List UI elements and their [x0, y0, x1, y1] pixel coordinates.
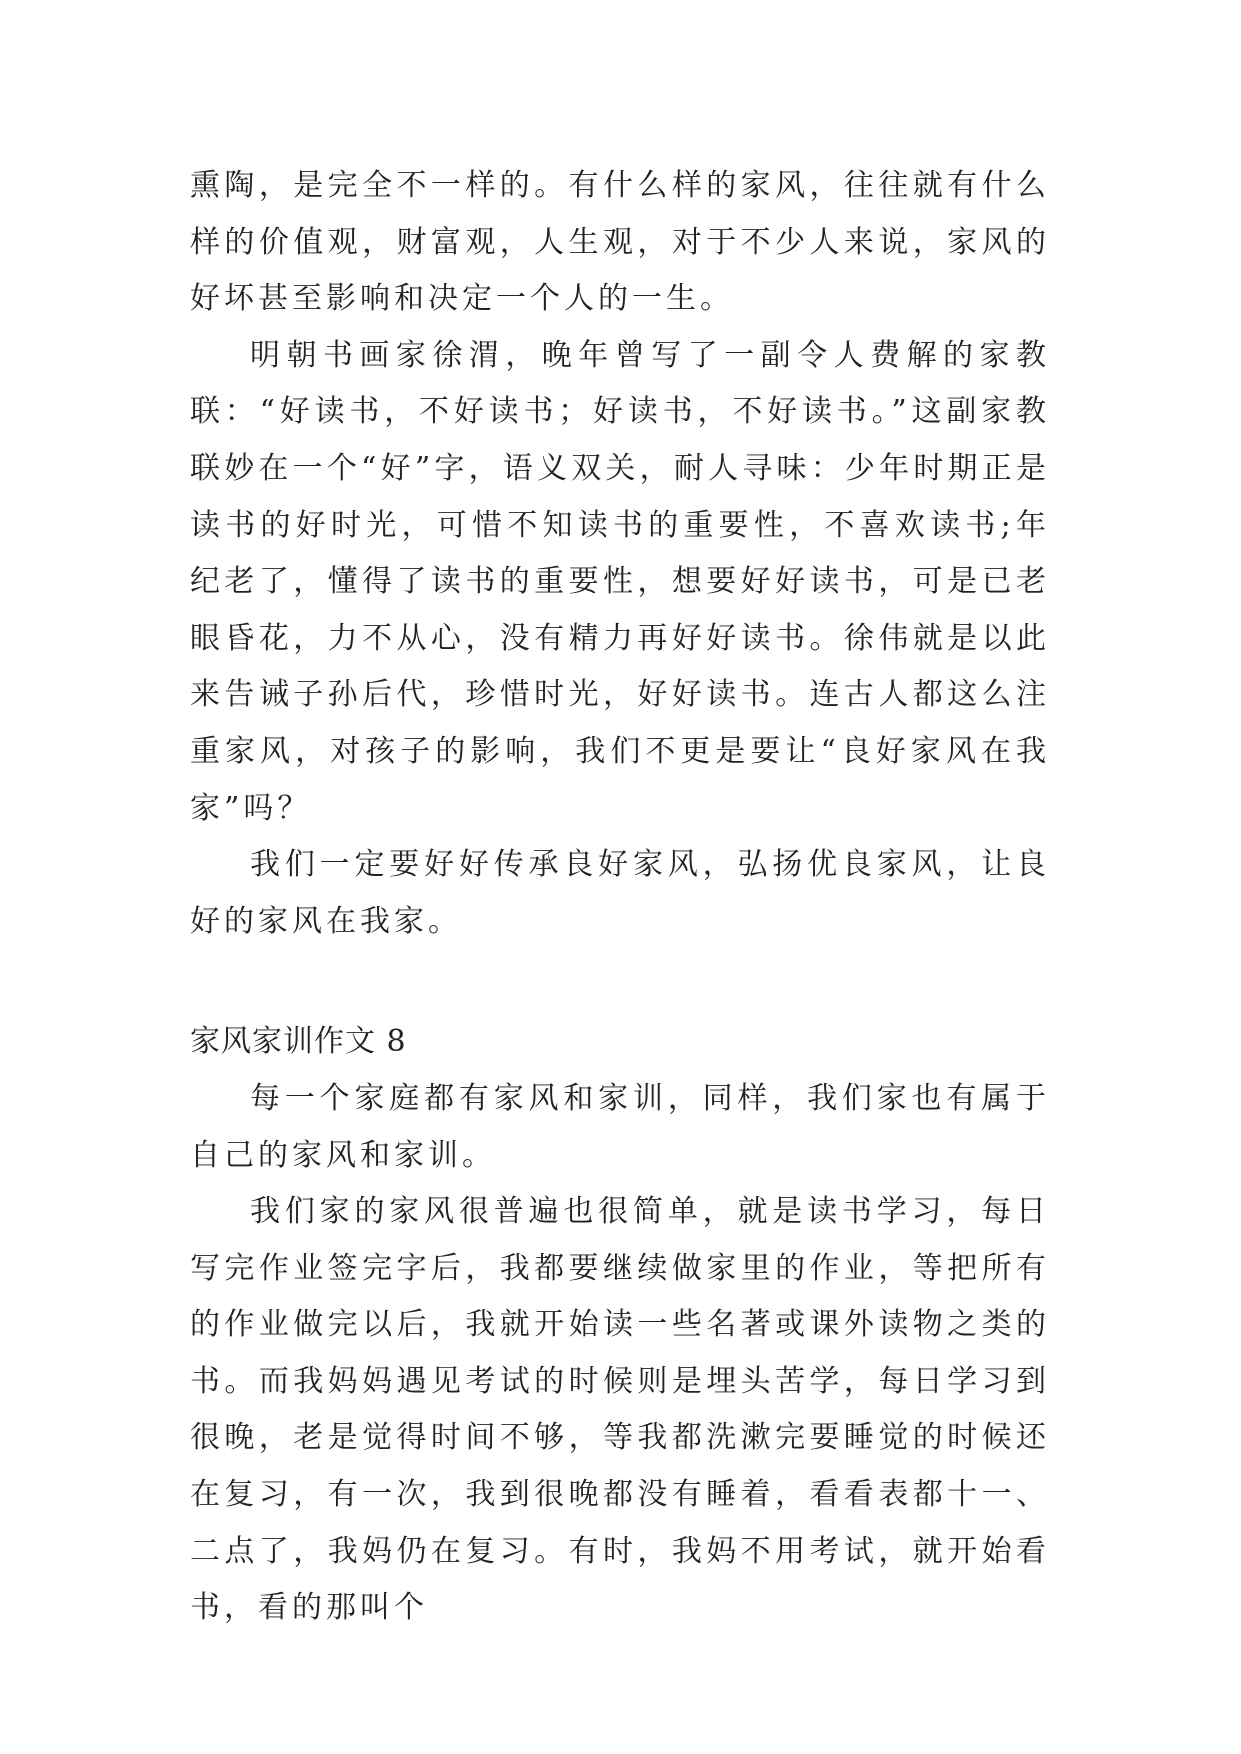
- paragraph-family-reading: 我们家的家风很普遍也很简单，就是读书学习，每日写完作业签完字后，我都要继续做家里的作业，等把所有的作业做完以后，我就开始读一些名著或课外读物之类的书。而我妈妈遇见考试的时候则是埋头苦学，每日学习到很晚，老是觉得时间不够，等我都洗漱完要睡觉的时候还在复习，有一次，我到很晚都没有睡着，看看表都十一、二点了，我妈仍在复习。有时，我妈不用考试，就开始看书，看的那叫个: [190, 1194, 1050, 1626]
- section-spacer: [190, 950, 1050, 1014]
- paragraph-continued: 熏陶，是完全不一样的。有什么样的家风，往往就有什么样的价值观，财富观，人生观，对于不少人来说，家风的好坏甚至影响和决定一个人的一生。: [190, 168, 1050, 317]
- document-body: [190, 158, 1050, 1637]
- paragraph-intro: 每一个家庭都有家风和家训，同样，我们家也有属于自己的家风和家训。: [190, 1080, 1050, 1173]
- section-title: 家风家训作文 8: [190, 1024, 407, 1060]
- paragraph-xu-wei-couplet: 明朝书画家徐渭，晚年曾写了一副令人费解的家教联：“好读书，不好读书；好读书，不好读书。”这副家教联妙在一个“好”字，语义双关，耐人寻味：少年时期正是读书的好时光，可惜不知读书的重要性，不喜欢读书;年纪老了，懂得了读书的重要性，想要好好读书，可是已老眼昏花，力不从心，没有精力再好好读书。徐伟就是以此来告诫子孙后代，珍惜时光，好好读书。连古人都这么注重家风，对孩子的影响，我们不更是要让“良好家风在我家”吗？: [190, 337, 1050, 826]
- paragraph-conclusion: 我们一定要好好传承良好家风，弘扬优良家风，让良好的家风在我家。: [190, 847, 1050, 939]
